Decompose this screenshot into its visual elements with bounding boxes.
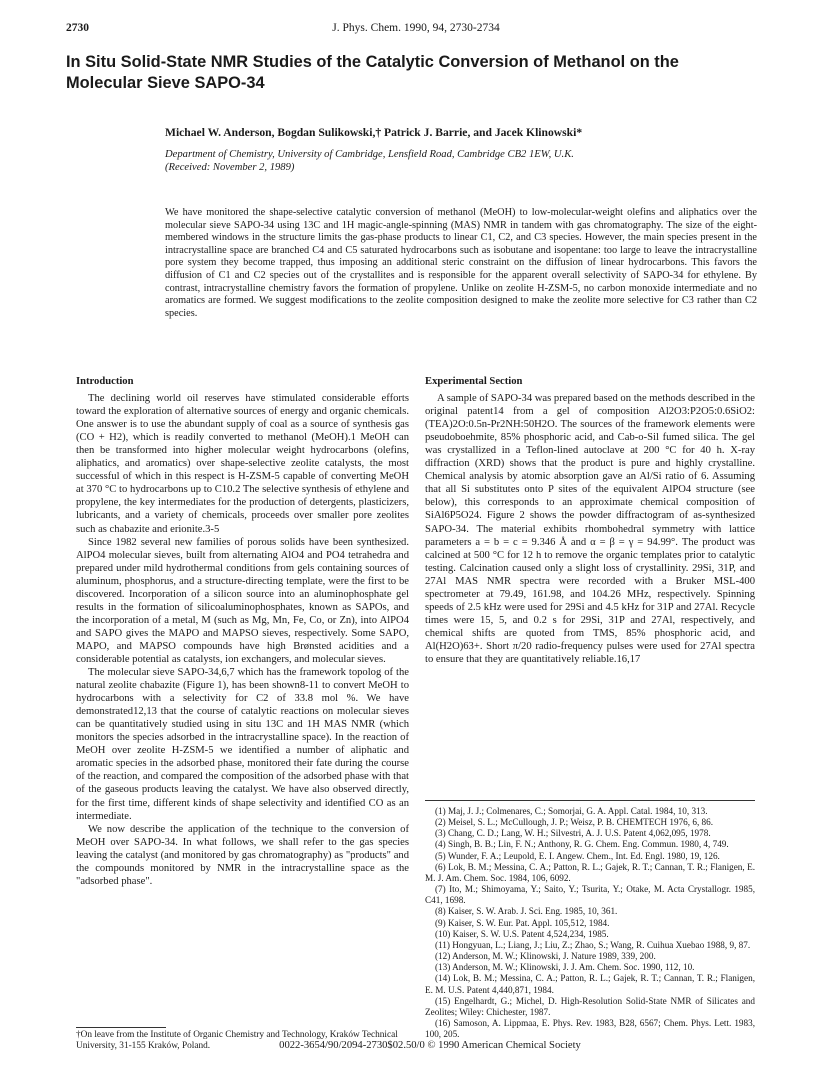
paragraph: Since 1982 several new families of porous solids have been synthesized. AlPO4 molecular sieves, built from alternating AlO4 and PO4 tetrahedra and prepared under mild hydrothermal conditions from gels containing sources of aluminum, phosphorus, and a structure-directing template, were the first to be discovered. Incorporation of a silicon source into an aluminophosphate gel results in the formation of silicoaluminophosphates, known as SAPOs, and the incorporation of a metal, M (such as Mg, Mn, Fe, Co, or Zn), into AlPO4 and SAPO gives the MAPO and MAPSO sieves, respectively. Some SAPO, MAPO, and MAPSO compounds have high Brønsted acidities and a considerable potential as catalysts, ion exchangers, and molecular sieves.: [76, 536, 409, 665]
reference-item: (8) Kaiser, S. W. Arab. J. Sci. Eng. 1985, 10, 361.: [435, 906, 618, 917]
journal-citation: J. Phys. Chem. 1990, 94, 2730-2734: [332, 22, 500, 34]
references-list: [425, 806, 755, 1040]
reference-item: (13) Anderson, M. W.; Klinowski, J. J. Am. Chem. Soc. 1990, 112, 10.: [435, 962, 695, 973]
reference-item: (10) Kaiser, S. W. U.S. Patent 4,524,234, 1985.: [435, 928, 609, 939]
received-date: (Received: November 2, 1989): [165, 162, 295, 173]
author-list: Michael W. Anderson, Bogdan Sulikowski,† Patrick J. Barrie, and Jacek Klinowski*: [165, 126, 583, 139]
reference-item: (7) Ito, M.; Shimoyama, Y.; Saito, Y.; Tsurita, Y.; Otake, M. Acta Crystallogr. 1985, C41, 1698.: [425, 884, 755, 906]
reference-item: (9) Kaiser, S. W. Eur. Pat. Appl. 105,512, 1984.: [435, 917, 610, 928]
section-heading: Introduction: [76, 376, 134, 387]
reference-item: (15) Engelhardt, G.; Michel, D. High-Resolution Solid-State NMR of Silicates and Zeolites; Wiley: Chichester, 1987.: [425, 995, 755, 1017]
reference-item: (3) Chang, C. D.; Lang, W. H.; Silvestri, A. J. U.S. Patent 4,062,095, 1978.: [435, 828, 711, 839]
copyright-line: 0022-3654/90/2094-2730$02.50/0 © 1990 American Chemical Society: [279, 1040, 581, 1051]
footnote-divider: [76, 1027, 166, 1028]
references-divider: [425, 800, 755, 801]
paragraph: The molecular sieve SAPO-34,6,7 which has the framework topolog of the natural zeolite chabazite (Figure 1), has been shown8-11 to convert MeOH to hydrocarbons with a selectivity for C2 of 33.8 mol %. We have demonstrated12,13 that the course of catalytic reactions on molecular sieves can be quantitatively studied using in situ 13C and 1H MAS NMR (which monitors the species adsorbed in the intracrystalline space). In the reaction of MeOH over zeolite H-ZSM-5 we identified a number of aliphatic and aromatic species in the adsorbed phase, monitored their fate during the course of the reaction, and compared the composition of the adsorbed phase with that of the gaseous products leaving the catalyst. We have also observed directly, for the first time, different kinds of shape selectivity and identified CO as an intermediate.: [76, 667, 409, 822]
paragraph: The declining world oil reserves have stimulated considerable efforts toward the exploration of alternative sources of energy and organic chemicals. One answer is to use the abundant supply of coal as a source of synthesis gas (CO + H2), which is readily converted to methanol (MeOH).1 MeOH can then be transformed into higher molecular weight hydrocarbons (olefins, aliphatics, and aromatics) over shape-selective zeolite catalysts, the most successful of which in this respect is H-ZSM-5 capable of converting MeOH at 370 °C to hydrocarbons up to C10.2 The selective synthesis of ethylene and propylene, the key intermediates for the production of detergents, plasticizers, lubricants, and a variety of chemicals, proceeds over smaller pore zeolites such as chabazite and erionite.3-5: [76, 393, 409, 535]
article-title: In Situ Solid-State NMR Studies of the Catalytic Conversion of Methanol on the Molecular Sieve SAPO-34: [66, 53, 679, 92]
footnote: †On leave from the Institute of Organic Chemistry and Technology, Kraków Technical University, 31-155 Kraków, Poland.: [76, 1030, 398, 1051]
reference-item: (16) Samoson, A. Lippmaa, E. Phys. Rev. 1983, B28, 6567; Chem. Phys. Lett. 1983, 100, 205.: [425, 1017, 755, 1040]
reference-item: (2) Meisel, S. L.; McCullough, J. P.; Weisz, P. B. CHEMTECH 1976, 6, 86.: [435, 817, 714, 828]
paragraph: A sample of SAPO-34 was prepared based on the methods described in the original patent14 from a gel of composition Al2O3:P2O5:0.6SiO2:(TEA)2O:0.5n-Pr2NH:50H2O. The sources of the framework elements were pseudoboehmite, 85% phosphoric acid, and Cab-o-Sil fumed silica. The gel was crystallized in a Teflon-lined autoclave at 200 °C for 40 h. X-ray diffraction (XRD) shows that the product is pure and highly crystalline. Chemical analysis by atomic absorption gave an Al/Si ratio of 6. Assuming that all Si substitutes onto P sites of the equivalent AlPO4 structure (see below), this corresponds to an approximate chemical composition of SiAl6P5O24. Figure 2 shows the powder diffractogram of as-synthesized SAPO-34. The material exhibits rhombohedral symmetry with lattice parameters a = b = c = 9.346 Å and α = β = γ = 94.99°. The product was calcined at 500 °C for 12 h to remove the organic templates prior to catalytic testing. Calcination caused only a slight loss of crystallinity. 29Si, 31P, and 27Al MAS NMR spectra were recorded with a Bruker MSL-400 spectrometer at 79.49, 161.98, and 104.26 MHz, respectively. Spinning speeds of 2.5 kHz were used for 29Si and 4.5 kHz for 31P and 27Al. Recycle times were 15, 5, and 0.2 s for 29Si, 31P and 27Al, respectively, and chemical shifts are quoted from TMS, 85% phosphoric acid, and Al(H2O)63+. Short π/20 radio-frequency pulses were used for 27Al spectra to ensure that they are quantitatively reliable.16,17: [425, 393, 755, 665]
affiliation-block: [165, 148, 765, 174]
reference-item: (12) Anderson, M. W.; Klinowski, J. Nature 1989, 339, 200.: [435, 951, 656, 962]
reference-item: (14) Lok, B. M.; Messina, C. A.; Patton, R. L.; Gajek, R. T.; Cannan, T. R.; Flanigen, E. M. U.S. Patent 4,440,871, 1984.: [425, 973, 755, 995]
reference-item: (4) Singh, B. B.; Lin, F. N.; Anthony, R. G. Chem. Eng. Commun. 1980, 4, 749.: [435, 839, 729, 850]
reference-item: (1) Maj, J. J.; Colmenares, C.; Somorjai, G. A. Appl. Catal. 1984, 10, 313.: [435, 806, 708, 816]
page-header: [66, 22, 766, 38]
affiliation: Department of Chemistry, University of Cambridge, Lensfield Road, Cambridge CB2 1EW, U.K.: [165, 149, 574, 160]
paragraph: We now describe the application of the technique to the conversion of MeOH over SAPO-34. In what follows, we shall refer to the gas species leaving the catalyst (and monitored by gas chromatography) as "products" and the compounds monitored by NMR in the intracrystalline space as the "adsorbed phase".: [76, 823, 409, 887]
experimental-section: [425, 375, 755, 666]
page-number: 2730: [66, 22, 89, 34]
reference-item: (5) Wunder, F. A.; Leupold, E. I. Angew. Chem., Int. Ed. Engl. 1980, 19, 126.: [435, 850, 720, 861]
reference-item: (11) Hongyuan, L.; Liang, J.; Liu, Z.; Zhao, S.; Wang, R. Cuihua Xuebao 1988, 9, 87.: [435, 939, 751, 950]
introduction-section: [76, 375, 409, 888]
reference-item: (6) Lok, B. M.; Messina, C. A.; Patton, R. L.; Gajek, R. T.; Cannan, T. R.; Flanigen, E. M. J. Am. Chem. Soc. 1984, 106, 6092.: [425, 861, 755, 883]
section-heading: Experimental Section: [425, 376, 523, 387]
abstract: We have monitored the shape-selective catalytic conversion of methanol (MeOH) to low-molecular-weight olefins and aliphatics over the molecular sieve SAPO-34 using 13C and 1H magic-angle-spinning (MAS) NMR in tandem with gas chromatography. The size of the eight-membered windows in the structure limits the gas-phase products to linear C1, C2, and C3 species. However, the main species present in the intracrystalline space are branched C4 and C5 saturated hydrocarbons such as isobutane and isopentane: too large to leave the intracrystalline pore system they become trapped, thus imposing an additional steric constraint on the diffusion of linear hydrocarbons. This favors the diffusion of C1 and C2 species out of the crystallites and is responsible for the apparent overall selectivity of SAPO-34 for ethylene. By contrast, intracrystalline chemistry favors the formation of propylene. Unlike on zeolite H-ZSM-5, no carbon monoxide intermediate and no aromatics are formed. We suggest modifications to the zeolite composition designed to make the zeolite more selective for C3 rather than C2 species.: [165, 207, 757, 319]
